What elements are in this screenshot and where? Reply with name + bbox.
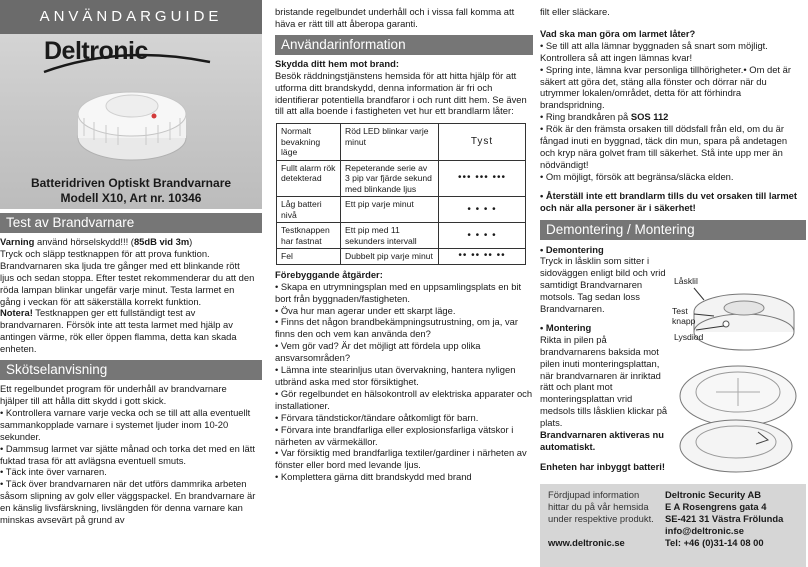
list-item: • Komplettera gärna ditt brandskydd med brand bbox=[275, 471, 472, 483]
list-item: • Gör regelbundet en hälsokontroll av elektriska apparater och installationer. bbox=[275, 387, 533, 411]
list-item: • Lämna inte stearinljus utan övervakning, hantera nyligen utbränd aska med stor försiktighet. bbox=[275, 364, 516, 387]
product-model: Modell X10, Art nr. 10346 bbox=[60, 191, 202, 205]
test-section bbox=[0, 233, 262, 355]
list-item: • Om möjligt, försök att begränsa/släcka elden. bbox=[540, 170, 734, 182]
label-test-button: Test knapp bbox=[672, 306, 696, 326]
product-name: Batteridriven Optiskt Brandvarnare bbox=[30, 176, 232, 190]
contact-footer bbox=[540, 484, 806, 567]
street: E A Rosengrens gata 4 bbox=[665, 500, 767, 512]
table-cell: Testknappen har fastnat bbox=[277, 223, 341, 249]
battery-note: Enheten har inbyggt batteri! bbox=[540, 460, 666, 472]
list-item: • Spring inte, lämna kvar personliga tillhörigheter.• Om det är säkert att göra det, stäng alla fönster och dörrar när du utrymmer lokalen/området, detta för att förhindra brandspridning. bbox=[540, 63, 791, 111]
table-cell: Normalt bevakning läge bbox=[277, 124, 341, 161]
detector-diagram-icon bbox=[666, 268, 806, 478]
table-cell: Låg batteri nivå bbox=[277, 197, 341, 223]
test-note: Notera! Testknappen ger ett fullständigt test av brandvarnaren. Försök inte att testa larmet med hjälp av antingen värme, rök eller öppen flamma, detta kan skada enheten. bbox=[0, 307, 237, 355]
list-item: • Ring brandkåren på SOS 112 bbox=[540, 111, 669, 123]
demont-title: • Demontering bbox=[540, 243, 604, 255]
alarm-heading: Vad ska man göra om larmet låter? bbox=[540, 27, 696, 39]
list-item: • Skapa en utrymningsplan med en uppsamlingsplats en bit bort från byggnaden/fastigheten. bbox=[275, 280, 522, 304]
list-item: • Var försiktig med brandfarliga textiler/gardiner i närheten av fönster eller bord med levande ljus. bbox=[275, 447, 527, 471]
care-section bbox=[0, 380, 262, 526]
guide-title: ANVÄNDARGUIDE bbox=[0, 0, 262, 34]
list-item: • Dammsug larmet var sjätte månad och torka det med en lätt fuktad trasa för att avlägsna eventuell smuts. bbox=[0, 442, 255, 466]
table-cell: Röd LED blinkar varje minut bbox=[341, 124, 439, 161]
table-row bbox=[277, 124, 526, 161]
table-cell: •• •• •• •• bbox=[439, 249, 526, 265]
alarm-section bbox=[540, 18, 806, 214]
test-instructions: Tryck och släpp testknappen för att prova funktion. Brandvarnaren ska ljuda tre gånger med ett blinkande rött ljus och sedan stoppa. Efter testet rekommenderar du att den röda lampan blinkar ungefär varje minut. Testa larmet en gång i veckan för att säkerställa korrekt funktion. bbox=[0, 247, 255, 307]
brand-logo: Deltronic bbox=[44, 37, 148, 65]
table-cell: Repeterande serie av 3 pip var fjärde sekund med blinkande ljus bbox=[341, 160, 439, 197]
column-middle bbox=[275, 0, 533, 483]
list-item: • Täck över brandvarnaren när det utförs dammrika arbeten såsom slipning av golv eller väggspackel. En brandvarnare är en känslig livsfärskning, livslängden för denna varnare kan minskas avsevärt på grund av bbox=[0, 478, 256, 526]
table-cell: Tyst bbox=[439, 124, 526, 161]
company-address bbox=[665, 489, 805, 549]
hero-banner bbox=[0, 0, 262, 209]
list-item: • Täck inte över varnaren. bbox=[0, 466, 107, 478]
reset-warning: • Återställ inte ett brandlarm tills du vet orsaken till larmet och när alla personer är i säkerhet! bbox=[540, 189, 797, 213]
table-cell: Dubbelt pip varje minut bbox=[341, 249, 439, 265]
section-heading-care: Skötselanvisning bbox=[0, 360, 262, 380]
prevent-heading: Förebyggande åtgärder: bbox=[275, 268, 383, 280]
demont-text: Tryck in låsklin som sitter i sidoväggen enligt bild och vrid samtidigt Brandvarnaren motsols. Tag sedan loss Brandvarnaren. bbox=[540, 255, 666, 315]
table-cell: Fel bbox=[277, 249, 341, 265]
list-item: • Se till att alla lämnar byggnaden så snart som möjligt. Kontrollera så att ingen lämnas kvar! bbox=[540, 39, 768, 63]
table-cell: • • • • bbox=[439, 197, 526, 223]
section-heading-test: Test av Brandvarnare bbox=[0, 213, 262, 233]
table-row bbox=[277, 223, 526, 249]
phone: Tel: +46 (0)31-14 08 00 bbox=[665, 536, 764, 548]
list-item: • Förvara inte brandfarliga eller explosionsfarliga vätskor i närheten av värmekällor. bbox=[275, 423, 514, 447]
mounting-diagrams bbox=[666, 268, 806, 478]
company-name: Deltronic Security AB bbox=[665, 489, 762, 500]
table-cell: Ett pip med 11 sekunders intervall bbox=[341, 223, 439, 249]
info-section bbox=[275, 55, 533, 483]
list-item: • Vem gör vad? Är det möjligt att fördela upp olika ansvarsområden? bbox=[275, 340, 481, 364]
care-continuation: bristande regelbundet underhåll och i vissa fall komma att häva er rätt till att åberopa garanti. bbox=[275, 6, 515, 29]
warning-line: Varning använd hörselskydd!!! (85dB vid 3m) bbox=[0, 236, 193, 247]
alarm-signal-table bbox=[276, 123, 526, 265]
table-cell: • • • • bbox=[439, 223, 526, 249]
table-cell: ••• ••• ••• bbox=[439, 160, 526, 197]
activated-note: Brandvarnaren aktiveras nu automatiskt. bbox=[540, 429, 665, 452]
emergency-number: SOS 112 bbox=[630, 111, 669, 123]
table-cell: Ett pip varje minut bbox=[341, 197, 439, 223]
table-row bbox=[277, 160, 526, 197]
smoke-detector-icon bbox=[72, 76, 192, 166]
info-subheading: Skydda ditt hem mot brand: bbox=[275, 57, 399, 69]
mount-section bbox=[540, 240, 668, 453]
list-item: • Rök är den främsta orsaken till dödsfall från eld, om du är fångad inuti en byggnad, täck din mun, spara på andetagen och kryp nära golvet fram till säkerhet. Stå inte upp mer än nödvändigt! bbox=[540, 123, 788, 170]
label-led: Lysdiod bbox=[674, 332, 704, 342]
website-link[interactable]: www.deltronic.se bbox=[548, 537, 625, 548]
email-link[interactable]: info@deltronic.se bbox=[665, 524, 744, 536]
table-cell: Fullt alarm rök detekterad bbox=[277, 160, 341, 197]
list-item: • Finns det någon brandbekämpningsutrustning, om ja, var finns den och vem kan använda den? bbox=[275, 316, 519, 340]
city: SE-421 31 Västra Frölunda bbox=[665, 512, 784, 524]
column-left bbox=[0, 0, 262, 526]
table-row bbox=[277, 249, 526, 265]
list-item: • Kontrollera varnare varje vecka och se till att alla eventuellt sammankopplade varnare i systemet ljuder inom 10-20 sekunder. bbox=[0, 406, 251, 442]
mont-text: Rikta in pilen på brandvarnarens baksida mot pilen inuti monteringsplattan, när brandvarnaren är inriktad rätt och plant mot monteringsplattan vrid medsols tills låsklien klickar på plats. bbox=[540, 333, 668, 429]
info-text: Besök räddningstjänstens hemsida för att hitta hjälp för att utforma ditt brandskydd, denna information är fri och identifierar potentiella brandfaror i och runt ditt hem. Se även till att alla boende i fastigheten vet hur ett brandlarm låter: bbox=[275, 69, 527, 117]
care-intro: Ett regelbundet program för underhåll av brandvarnare hjälper till att hålla ditt skydd i gott skick. bbox=[0, 383, 227, 406]
table-row bbox=[277, 197, 526, 223]
product-title bbox=[0, 176, 262, 206]
section-heading-info: Användarinformation bbox=[275, 35, 533, 55]
section-heading-mount: Demontering / Montering bbox=[540, 220, 806, 240]
mont-title: • Montering bbox=[540, 321, 592, 333]
footer-info: Fördjupad information hittar du på vår hemsida under respektive produkt. bbox=[548, 489, 654, 524]
list-item: • Öva hur man agerar under ett skarpt läge. bbox=[275, 304, 456, 316]
label-lock-clip: Låsklil bbox=[674, 276, 698, 286]
prevent-continuation: filt eller släckare. bbox=[540, 6, 610, 17]
list-item: • Förvara tändstickor/tändare oåtkomligt för barn. bbox=[275, 411, 479, 423]
